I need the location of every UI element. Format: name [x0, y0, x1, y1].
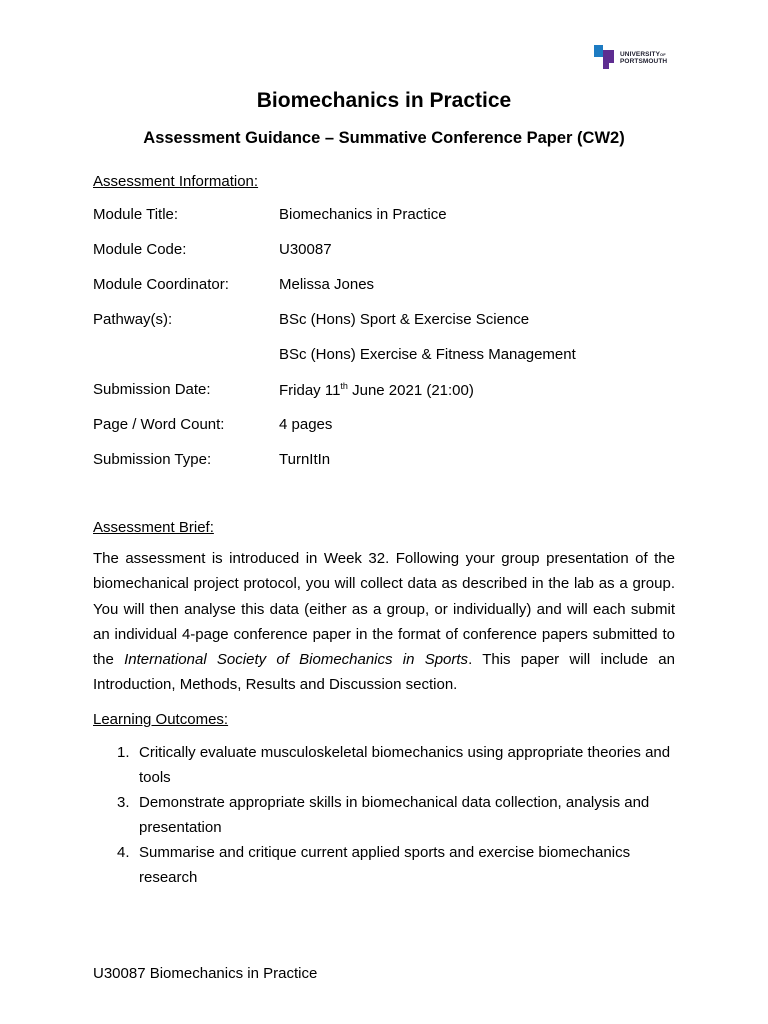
learning-outcomes-heading: Learning Outcomes:	[93, 711, 229, 728]
module-code-value: U30087	[279, 241, 332, 258]
university-shield-icon	[594, 45, 616, 71]
page-footer: U30087 Biomechanics in Practice	[93, 965, 318, 982]
page-word-count-label: Page / Word Count:	[93, 416, 225, 433]
module-code-label: Module Code:	[93, 241, 187, 258]
submission-type-value: TurnItIn	[279, 451, 331, 468]
submission-type-label: Submission Type:	[93, 451, 212, 468]
submission-date-label: Submission Date:	[93, 381, 211, 398]
learning-outcomes-list	[93, 740, 675, 890]
assessment-brief-text: The assessment is introduced in Week 32. Following your group presentation of the biomechanical project protocol, you will collect data as described in the lab as a group. You will then analyse this data (either as a group, or individually) and will each submit an individual 4-page conference paper in the format of conference papers submitted to the International Society of Biomechanics in Sports. This paper will include an Introduction, Methods, Results and Discussion section.	[93, 550, 675, 694]
page-word-count-value: 4 pages	[279, 416, 333, 433]
university-logo	[594, 45, 667, 71]
list-item: 1. Critically evaluate musculoskeletal biomechanics using appropriate theories and tools	[117, 744, 671, 786]
assessment-information-heading: Assessment Information:	[93, 173, 259, 190]
document-title: Biomechanics in Practice	[256, 89, 512, 112]
module-title-value: Biomechanics in Practice	[279, 206, 447, 223]
pathway-value-2: BSc (Hons) Exercise & Fitness Management	[279, 346, 576, 363]
submission-date-value: Friday 11th June 2021 (21:00)	[279, 381, 474, 399]
module-title-label: Module Title:	[93, 206, 179, 223]
module-coordinator-value: Melissa Jones	[279, 276, 375, 293]
pathway-value-1: BSc (Hons) Sport & Exercise Science	[279, 311, 530, 328]
list-item: 4. Summarise and critique current applied sports and exercise biomechanics research	[117, 844, 631, 886]
university-logo-text: $UNIVERSITY^{OF}$ PORTSMOUTH	[620, 51, 668, 65]
list-item: 3. Demonstrate appropriate skills in biomechanical data collection, analysis and presentation	[117, 794, 650, 836]
pathways-label: Pathway(s):	[93, 311, 173, 328]
assessment-brief-heading: Assessment Brief:	[93, 519, 214, 536]
module-coordinator-label: Module Coordinator:	[93, 276, 229, 293]
document-subtitle: Assessment Guidance – Summative Conference Paper (CW2)	[143, 129, 625, 147]
